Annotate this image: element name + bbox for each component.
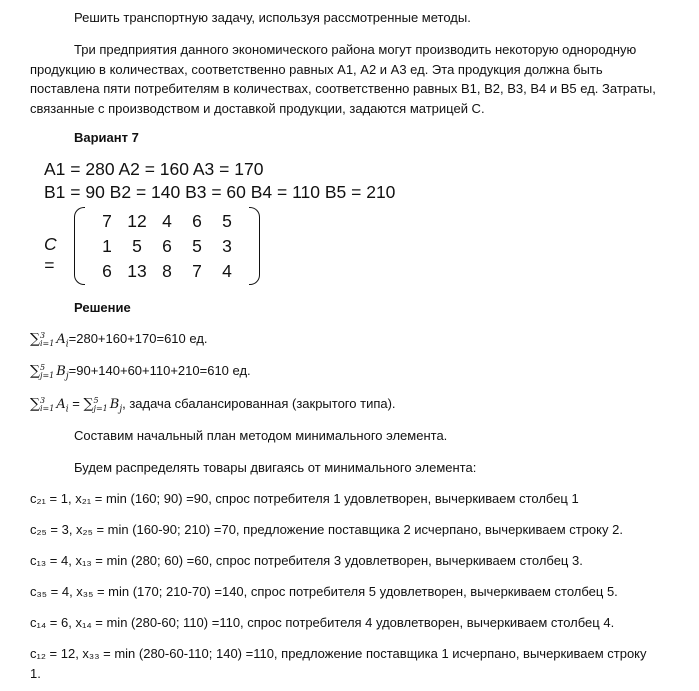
solution-heading: Решение <box>74 300 131 315</box>
matrix-cell: 6 <box>162 236 172 256</box>
sum-a-formula: ∑ 3 i=1 $A_i=280+160+170=610$ ед. <box>30 330 208 350</box>
matrix-grid <box>92 209 242 284</box>
matrix-cell: 5 <box>192 236 202 256</box>
variant-heading: Вариант 7 <box>74 130 139 145</box>
problem-statement: Три предприятия данного экономического района могут производить некоторую однородную продукцию в количествах, соответственно равных А1, А2 и А3 ед. Эта продукция должна быть поставлена пяти потребителям в количествах, соответственно равных В1, В2, В3, В4 и В5 ед. Затраты, связанные с производством и доставкой продукции, задаются матрицей С. <box>30 42 656 116</box>
matrix-cell: 12 <box>127 211 147 231</box>
step-1: c₂₁ = 1, x₂₁ = min (160; 90) =90, спрос потребителя 1 удовлетворен, вычеркиваем столбец 1 <box>30 491 579 506</box>
matrix-label: C = <box>44 234 57 275</box>
matrix-left-bracket <box>74 207 85 285</box>
matrix-cell: 1 <box>102 236 112 256</box>
step-5: c₁₄ = 6, x₁₄ = min (280-60; 110) =110, спрос потребителя 4 удовлетворен, вычеркиваем столбец 4. <box>30 615 615 630</box>
step-3: c₁₃ = 4, x₁₃ = min (280; 60) =60, спрос потребителя 3 удовлетворен, вычеркиваем столбец 3. <box>30 553 583 568</box>
matrix-cell: 6 <box>102 261 112 281</box>
supply-values: A1 = 280 A2 = 160 A3 = 170 <box>44 159 264 179</box>
matrix-cell: 5 <box>222 211 232 231</box>
matrix-cell: 6 <box>192 211 202 231</box>
matrix-cell: 13 <box>127 261 147 281</box>
distribute-text: Будем распределять товары двигаясь от минимального элемента: <box>74 460 477 475</box>
matrix-cell: 7 <box>192 261 202 281</box>
plan-text: Составим начальный план методом минимального элемента. <box>74 428 448 443</box>
matrix-cell: 5 <box>132 236 142 256</box>
matrix-cell: 8 <box>162 261 172 281</box>
sum-b-formula: ∑ 5 j=1 $B_j=90+140+60+110+210=610$ ед. <box>30 362 251 382</box>
matrix-cell: 7 <box>102 211 112 231</box>
sum-b-text: =90+140+60+110+210=610 ед. <box>68 363 251 378</box>
step-6: c₁₂ = 12, x₃₃ = min (280-60-110; 140) =110, предложение поставщика 1 исчерпано, вычеркиваем строку 1. <box>30 646 647 681</box>
step-4: c₃₅ = 4, x₃₅ = min (170; 210-70) =140, спрос потребителя 5 удовлетворен, вычеркиваем столбец 5. <box>30 584 618 599</box>
matrix-cell: 4 <box>162 211 172 231</box>
sum-a-text: =280+160+170=610 ед. <box>68 331 208 346</box>
matrix-cell: 3 <box>222 236 232 256</box>
matrix-cell: 4 <box>222 261 232 281</box>
step-2: c₂₅ = 3, x₂₅ = min (160-90; 210) =70, предложение поставщика 2 исчерпано, вычеркиваем строку 2. <box>30 522 623 537</box>
balance-formula: ∑ 3 i=1 $A_i$ = ∑ 5 j=1 $B_j$, задача сбалансированная (закрытого типа). <box>30 395 396 415</box>
demand-values: B1 = 90 B2 = 140 B3 = 60 B4 = 110 B5 = 210 <box>44 182 396 202</box>
balance-text: , задача сбалансированная (закрытого типа). <box>122 396 396 411</box>
intro-text: Решить транспортную задачу, используя рассмотренные методы. <box>74 10 471 25</box>
matrix-right-bracket <box>249 207 260 285</box>
